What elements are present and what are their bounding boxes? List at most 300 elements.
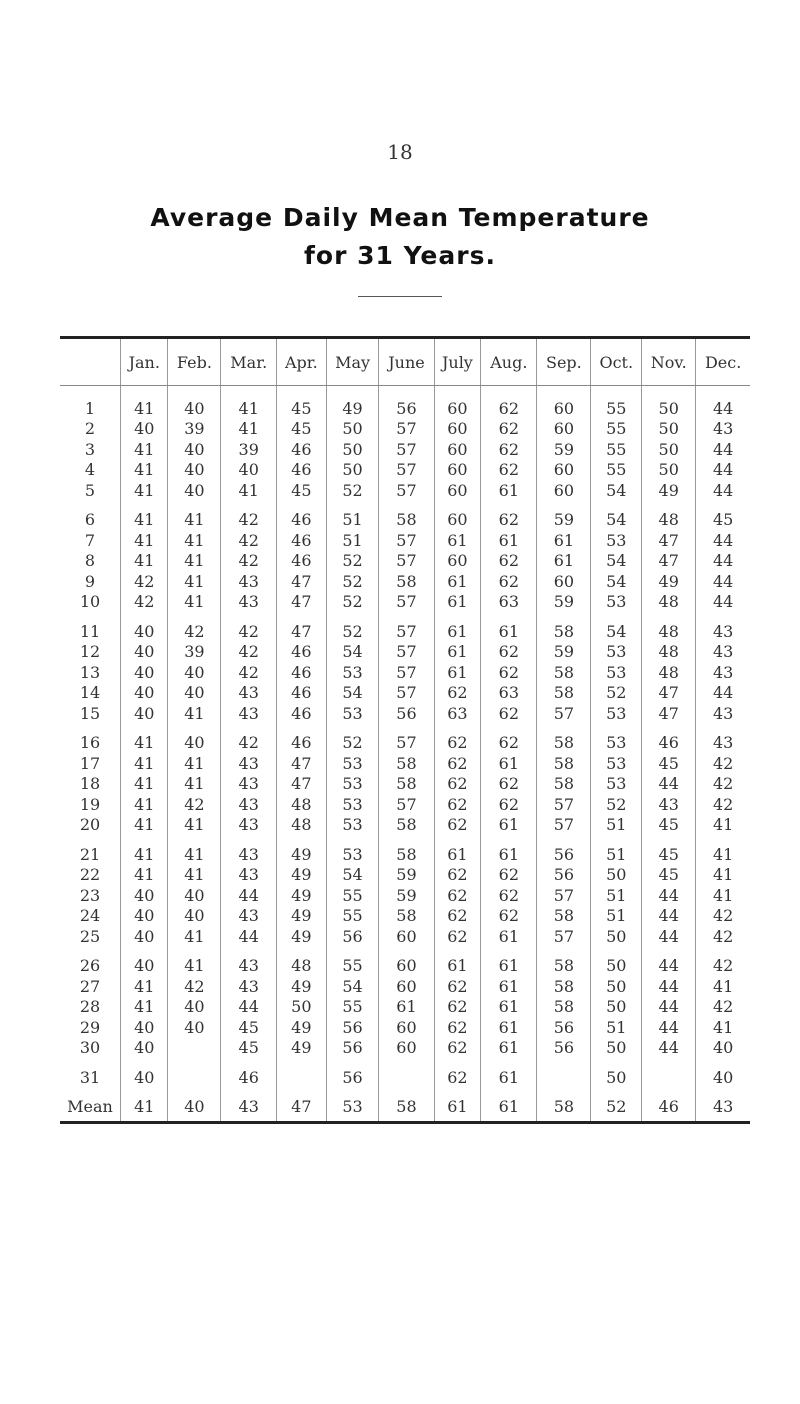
temperature-cell: 52	[326, 571, 379, 592]
temperature-cell: 55	[326, 885, 379, 906]
table-row	[60, 885, 750, 906]
temperature-cell: 54	[591, 480, 642, 501]
temperature-cell: 40	[121, 419, 168, 440]
temperature-cell: 58	[379, 835, 434, 865]
temperature-cell: 62	[481, 551, 537, 572]
temperature-cell: 41	[168, 947, 221, 977]
temperature-cell: 41	[168, 926, 221, 947]
temperature-cell: 50	[326, 460, 379, 481]
temperature-cell: 49	[277, 926, 327, 947]
temperature-cell: 41	[696, 815, 750, 836]
temperature-cell: 61	[481, 1038, 537, 1059]
temperature-cell: 42	[168, 976, 221, 997]
temperature-cell: 58	[537, 612, 591, 642]
temperature-cell: 41	[121, 460, 168, 481]
temperature-cell: 43	[642, 794, 696, 815]
table-row	[60, 1058, 750, 1088]
temperature-cell: 61	[434, 530, 481, 551]
mean-label: Mean	[67, 1097, 113, 1117]
temperature-cell: 57	[537, 794, 591, 815]
temperature-cell: 58	[379, 571, 434, 592]
temperature-cell: 63	[481, 592, 537, 613]
mean-cell: 61	[434, 1088, 481, 1123]
temperature-cell: 53	[326, 794, 379, 815]
temperature-cell: 46	[277, 703, 327, 724]
temperature-cell: 62	[481, 885, 537, 906]
temperature-cell: 60	[434, 480, 481, 501]
temperature-cell: 46	[221, 1058, 277, 1088]
temperature-cell: 44	[696, 683, 750, 704]
temperature-cell: 57	[379, 480, 434, 501]
month-header: Aug.	[481, 338, 537, 386]
day-number: 12	[79, 642, 101, 662]
temperature-cell: 60	[537, 386, 591, 419]
day-number: 26	[79, 956, 101, 976]
mean-cell: 47	[277, 1088, 327, 1123]
temperature-cell: 45	[642, 753, 696, 774]
temperature-cell: 62	[481, 724, 537, 754]
temperature-cell: 43	[696, 662, 750, 683]
temperature-cell: 53	[591, 642, 642, 663]
temperature-cell: 56	[537, 835, 591, 865]
temperature-cell: 62	[434, 753, 481, 774]
temperature-table	[60, 336, 750, 1124]
temperature-cell: 43	[696, 703, 750, 724]
temperature-cell: 54	[591, 612, 642, 642]
temperature-cell: 51	[591, 1017, 642, 1038]
month-header: Feb.	[168, 338, 221, 386]
temperature-cell: 62	[434, 774, 481, 795]
temperature-cell: 52	[326, 612, 379, 642]
temperature-cell: 61	[481, 947, 537, 977]
temperature-cell: 57	[379, 612, 434, 642]
temperature-cell: 46	[277, 724, 327, 754]
temperature-cell: 50	[591, 947, 642, 977]
temperature-cell: 62	[434, 724, 481, 754]
temperature-cell: 41	[168, 530, 221, 551]
temperature-cell: 40	[121, 885, 168, 906]
temperature-cell: 44	[221, 997, 277, 1018]
temperature-cell: 46	[277, 551, 327, 572]
temperature-cell: 41	[696, 1017, 750, 1038]
temperature-cell: 61	[434, 835, 481, 865]
day-number: 14	[79, 683, 101, 703]
mean-cell: 52	[591, 1088, 642, 1123]
title-divider	[358, 296, 442, 297]
temperature-cell: 40	[168, 683, 221, 704]
table-row	[60, 683, 750, 704]
temperature-cell: 43	[696, 612, 750, 642]
temperature-cell: 41	[121, 386, 168, 419]
temperature-cell: 45	[221, 1017, 277, 1038]
temperature-cell: 50	[591, 976, 642, 997]
temperature-cell: 62	[481, 906, 537, 927]
temperature-cell: 51	[326, 501, 379, 531]
temperature-cell: 41	[696, 835, 750, 865]
table-row	[60, 724, 750, 754]
temperature-cell: 61	[434, 592, 481, 613]
table-row	[60, 501, 750, 531]
table-row	[60, 551, 750, 572]
table-row	[60, 926, 750, 947]
mean-cell: 61	[481, 1088, 537, 1123]
temperature-cell: 45	[642, 815, 696, 836]
temperature-cell: 41	[168, 551, 221, 572]
temperature-cell: 40	[121, 947, 168, 977]
temperature-cell: 58	[379, 753, 434, 774]
temperature-cell: 45	[277, 386, 327, 419]
day-number: 16	[79, 733, 101, 753]
temperature-cell: 60	[379, 976, 434, 997]
temperature-cell: 57	[379, 662, 434, 683]
temperature-cell: 62	[481, 865, 537, 886]
temperature-cell: 53	[591, 724, 642, 754]
table-row	[60, 571, 750, 592]
temperature-cell: 42	[221, 551, 277, 572]
temperature-cell: 43	[221, 794, 277, 815]
day-number: 29	[79, 1017, 101, 1037]
temperature-cell: 40	[121, 906, 168, 927]
temperature-cell: 41	[696, 885, 750, 906]
temperature-cell: 61	[481, 530, 537, 551]
temperature-cell: 41	[121, 439, 168, 460]
temperature-cell: 62	[481, 703, 537, 724]
temperature-cell: 61	[434, 642, 481, 663]
temperature-cell: 55	[326, 947, 379, 977]
temperature-cell: 61	[434, 612, 481, 642]
day-number: 25	[79, 926, 101, 946]
temperature-cell: 60	[379, 1017, 434, 1038]
temperature-cell: 61	[379, 997, 434, 1018]
table-row	[60, 794, 750, 815]
temperature-cell: 62	[481, 439, 537, 460]
temperature-cell: 48	[642, 501, 696, 531]
table-row	[60, 1017, 750, 1038]
temperature-cell: 60	[434, 386, 481, 419]
temperature-cell: 40	[696, 1038, 750, 1059]
temperature-cell: 53	[326, 703, 379, 724]
temperature-cell: 57	[379, 439, 434, 460]
temperature-cell: 62	[481, 794, 537, 815]
temperature-cell: 43	[221, 865, 277, 886]
temperature-cell: 49	[277, 1038, 327, 1059]
temperature-cell: 57	[379, 551, 434, 572]
temperature-cell: 41	[168, 865, 221, 886]
temperature-cell: 49	[277, 865, 327, 886]
temperature-cell: 55	[591, 419, 642, 440]
temperature-cell: 60	[379, 926, 434, 947]
temperature-cell: 61	[434, 662, 481, 683]
table-row	[60, 612, 750, 642]
temperature-cell: 59	[537, 642, 591, 663]
temperature-cell: 42	[696, 926, 750, 947]
day-number: 10	[79, 592, 101, 612]
temperature-cell: 41	[221, 419, 277, 440]
temperature-cell: 43	[221, 947, 277, 977]
temperature-cell: 62	[434, 926, 481, 947]
temperature-cell: 41	[121, 530, 168, 551]
temperature-cell: 58	[537, 997, 591, 1018]
temperature-cell: 40	[696, 1058, 750, 1088]
table-row	[60, 753, 750, 774]
month-header: May	[326, 338, 379, 386]
temperature-cell: 41	[121, 774, 168, 795]
day-number: 5	[84, 480, 96, 500]
temperature-cell: 41	[121, 997, 168, 1018]
temperature-cell: 51	[591, 835, 642, 865]
temperature-cell: 62	[434, 1038, 481, 1059]
temperature-cell: 50	[591, 1038, 642, 1059]
temperature-cell: 50	[591, 997, 642, 1018]
temperature-cell: 60	[537, 571, 591, 592]
temperature-cell: 48	[277, 815, 327, 836]
temperature-cell: 42	[221, 530, 277, 551]
temperature-cell: 44	[221, 926, 277, 947]
temperature-cell: 55	[326, 906, 379, 927]
temperature-cell: 41	[168, 592, 221, 613]
table-row	[60, 1038, 750, 1059]
temperature-cell: 57	[379, 419, 434, 440]
table-row	[60, 703, 750, 724]
temperature-cell: 58	[379, 774, 434, 795]
day-number: 1	[84, 398, 96, 418]
temperature-cell: 48	[642, 612, 696, 642]
temperature-cell: 43	[696, 724, 750, 754]
temperature-cell: 53	[326, 835, 379, 865]
temperature-cell: 44	[696, 439, 750, 460]
temperature-cell: 52	[326, 480, 379, 501]
table-row	[60, 419, 750, 440]
temperature-cell: 42	[696, 753, 750, 774]
temperature-cell: 41	[121, 815, 168, 836]
temperature-cell: 40	[121, 683, 168, 704]
temperature-cell: 45	[221, 1038, 277, 1059]
month-header: June	[379, 338, 434, 386]
temperature-cell: 57	[537, 926, 591, 947]
temperature-cell: 58	[537, 774, 591, 795]
table-row	[60, 947, 750, 977]
temperature-cell: 50	[326, 439, 379, 460]
temperature-cell: 51	[591, 885, 642, 906]
day-number: 27	[79, 976, 101, 996]
temperature-cell: 41	[121, 794, 168, 815]
month-header: Oct.	[591, 338, 642, 386]
temperature-cell: 44	[221, 885, 277, 906]
temperature-cell: 40	[168, 480, 221, 501]
temperature-cell: 46	[277, 662, 327, 683]
temperature-cell: 42	[221, 501, 277, 531]
month-header: Apr.	[277, 338, 327, 386]
temperature-cell: 50	[277, 997, 327, 1018]
temperature-cell: 41	[168, 815, 221, 836]
temperature-cell: 60	[434, 501, 481, 531]
temperature-cell: 56	[326, 926, 379, 947]
temperature-cell: 61	[481, 976, 537, 997]
day-number: 24	[79, 906, 101, 926]
temperature-cell: 52	[326, 592, 379, 613]
temperature-cell: 40	[168, 662, 221, 683]
table-row	[60, 976, 750, 997]
temperature-cell: 45	[277, 419, 327, 440]
day-number: 4	[84, 460, 96, 480]
temperature-cell: 61	[537, 530, 591, 551]
temperature-cell: 60	[434, 551, 481, 572]
temperature-cell: 62	[481, 386, 537, 419]
temperature-cell: 50	[591, 1058, 642, 1088]
temperature-cell: 50	[642, 439, 696, 460]
table-row	[60, 815, 750, 836]
temperature-cell	[168, 1058, 221, 1088]
day-number: 17	[79, 753, 101, 773]
temperature-cell: 43	[221, 815, 277, 836]
temperature-cell: 62	[481, 571, 537, 592]
temperature-cell: 63	[434, 703, 481, 724]
temperature-cell: 61	[434, 947, 481, 977]
temperature-cell: 50	[642, 419, 696, 440]
temperature-cell: 53	[326, 815, 379, 836]
table-row	[60, 865, 750, 886]
temperature-cell: 40	[168, 997, 221, 1018]
header-row	[60, 338, 750, 386]
temperature-cell: 58	[537, 724, 591, 754]
temperature-cell: 54	[326, 683, 379, 704]
temperature-cell: 40	[121, 1038, 168, 1059]
temperature-cell: 52	[591, 683, 642, 704]
temperature-cell: 40	[121, 612, 168, 642]
temperature-cell: 55	[591, 460, 642, 481]
temperature-cell: 52	[326, 551, 379, 572]
temperature-cell: 44	[642, 774, 696, 795]
temperature-cell: 41	[696, 865, 750, 886]
temperature-cell: 44	[696, 386, 750, 419]
day-number: 6	[84, 510, 96, 530]
temperature-cell: 57	[537, 885, 591, 906]
temperature-cell: 47	[277, 612, 327, 642]
temperature-cell: 44	[696, 551, 750, 572]
mean-row	[60, 1088, 750, 1123]
table-row	[60, 480, 750, 501]
temperature-cell: 44	[642, 1038, 696, 1059]
mean-cell: 58	[379, 1088, 434, 1123]
temperature-cell: 62	[434, 794, 481, 815]
temperature-cell: 56	[537, 1017, 591, 1038]
temperature-cell: 39	[221, 439, 277, 460]
temperature-cell: 44	[642, 947, 696, 977]
temperature-cell: 62	[434, 997, 481, 1018]
temperature-cell: 57	[537, 703, 591, 724]
table-row	[60, 662, 750, 683]
temperature-cell: 42	[696, 774, 750, 795]
mean-cell: 46	[642, 1088, 696, 1123]
temperature-cell: 49	[326, 386, 379, 419]
table-row	[60, 530, 750, 551]
temperature-cell: 59	[537, 592, 591, 613]
temperature-cell: 49	[277, 835, 327, 865]
day-number: 2	[84, 419, 96, 439]
temperature-cell: 43	[221, 774, 277, 795]
temperature-cell: 60	[537, 460, 591, 481]
temperature-cell: 41	[168, 703, 221, 724]
temperature-cell: 41	[168, 501, 221, 531]
temperature-cell: 44	[696, 480, 750, 501]
temperature-cell: 49	[642, 480, 696, 501]
temperature-cell: 41	[121, 753, 168, 774]
temperature-cell: 41	[168, 835, 221, 865]
temperature-cell: 48	[277, 794, 327, 815]
temperature-cell: 58	[379, 906, 434, 927]
temperature-cell: 50	[642, 386, 696, 419]
temperature-cell: 48	[642, 662, 696, 683]
temperature-cell: 52	[326, 724, 379, 754]
temperature-cell: 43	[221, 683, 277, 704]
month-header: July	[434, 338, 481, 386]
temperature-cell: 49	[642, 571, 696, 592]
temperature-cell: 59	[379, 865, 434, 886]
table-row	[60, 386, 750, 419]
temperature-cell: 53	[591, 592, 642, 613]
temperature-cell: 42	[221, 642, 277, 663]
temperature-cell: 56	[326, 1038, 379, 1059]
temperature-cell: 43	[696, 642, 750, 663]
mean-cell: 41	[121, 1088, 168, 1123]
temperature-cell: 57	[379, 794, 434, 815]
temperature-cell: 56	[326, 1058, 379, 1088]
temperature-cell: 40	[221, 460, 277, 481]
temperature-cell: 44	[696, 460, 750, 481]
temperature-cell: 50	[326, 419, 379, 440]
day-number: 22	[79, 865, 101, 885]
day-number: 19	[79, 794, 101, 814]
day-number: 21	[79, 844, 101, 864]
temperature-cell: 50	[591, 926, 642, 947]
temperature-cell: 40	[168, 885, 221, 906]
temperature-cell: 41	[221, 386, 277, 419]
temperature-cell: 39	[168, 642, 221, 663]
table-row	[60, 774, 750, 795]
month-header: Dec.	[696, 338, 750, 386]
temperature-cell: 40	[168, 906, 221, 927]
page-number: 18	[387, 140, 413, 164]
day-number: 31	[79, 1067, 101, 1087]
temperature-cell: 61	[481, 480, 537, 501]
temperature-cell: 49	[277, 976, 327, 997]
temperature-cell: 42	[121, 592, 168, 613]
temperature-cell: 60	[537, 480, 591, 501]
day-number: 15	[79, 703, 101, 723]
temperature-cell: 45	[277, 480, 327, 501]
temperature-cell: 62	[481, 774, 537, 795]
temperature-cell: 41	[121, 865, 168, 886]
day-number: 9	[84, 571, 96, 591]
temperature-cell: 44	[642, 926, 696, 947]
temperature-cell: 41	[168, 571, 221, 592]
temperature-cell: 41	[121, 976, 168, 997]
temperature-cell: 43	[221, 835, 277, 865]
temperature-cell: 42	[696, 947, 750, 977]
temperature-cell: 40	[121, 642, 168, 663]
month-header: Jan.	[121, 338, 168, 386]
temperature-cell: 41	[221, 480, 277, 501]
temperature-cell: 57	[379, 460, 434, 481]
temperature-cell: 54	[591, 571, 642, 592]
temperature-cell: 43	[696, 419, 750, 440]
temperature-cell: 40	[121, 1058, 168, 1088]
temperature-cell: 58	[537, 662, 591, 683]
temperature-cell: 47	[277, 753, 327, 774]
temperature-cell: 53	[591, 662, 642, 683]
temperature-cell: 53	[591, 530, 642, 551]
temperature-cell: 57	[379, 530, 434, 551]
